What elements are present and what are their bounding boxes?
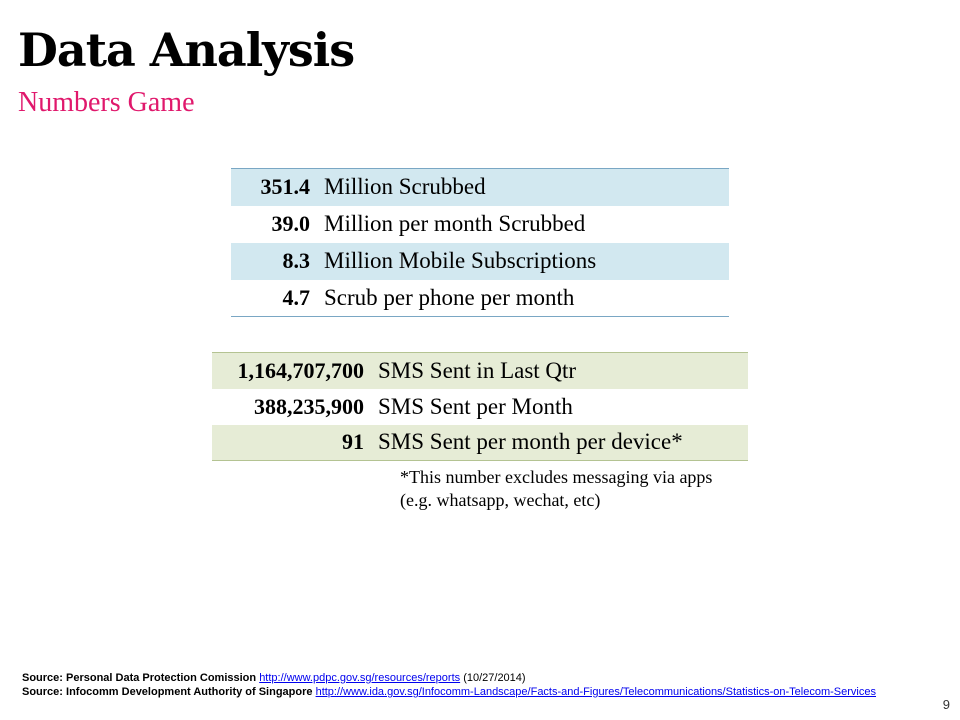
footnote-line: *This number excludes messaging via apps [400, 467, 713, 487]
table-row [212, 425, 748, 461]
stat-label: SMS Sent in Last Qtr [370, 353, 748, 389]
stat-label: Million Scrubbed [318, 169, 729, 206]
slide-subtitle: Numbers Game [18, 87, 195, 118]
source-prefix: Source: [22, 686, 67, 698]
source-line [22, 685, 882, 699]
table-row [231, 206, 729, 243]
scrub-stats-table [231, 168, 729, 317]
table-row [212, 389, 748, 425]
table-row [212, 353, 748, 389]
stat-label: Million per month Scrubbed [324, 211, 586, 236]
slide-title: Data Analysis [18, 23, 355, 77]
source-name: Personal Data Protection Comission [66, 672, 257, 684]
page-number: 9 [942, 697, 950, 712]
stat-value: 8.3 [231, 243, 318, 280]
stat-label: Million Mobile Subscriptions [318, 243, 729, 280]
stat-label: SMS Sent per month per device* [370, 425, 748, 461]
stat-value: 4.7 [282, 284, 310, 310]
stat-value: 39.0 [271, 211, 310, 236]
source-date: (10/27/2014) [460, 672, 526, 684]
table-row [231, 243, 729, 280]
sms-stats-table [212, 352, 748, 461]
footnote-line: (e.g. whatsapp, wechat, etc) [400, 490, 601, 510]
stat-value: 1,164,707,700 [212, 353, 370, 389]
source-name: Infocomm Development Authority of Singapore [66, 686, 313, 698]
table-row [231, 169, 729, 206]
stat-value: 388,235,900 [254, 393, 364, 419]
sources [22, 671, 882, 699]
stat-value: 351.4 [231, 169, 318, 206]
stat-label: Scrub per phone per month [324, 284, 575, 310]
footnote [400, 466, 712, 512]
table-row [231, 280, 729, 317]
stat-label: SMS Sent per Month [378, 393, 573, 419]
stat-value: 91 [212, 425, 370, 461]
source-link[interactable]: http://www.ida.gov.sg/Infocomm-Landscape/Facts-and-Figures/Telecommunications/Statistics-on-Telecom-Services [315, 686, 876, 698]
source-line [22, 671, 882, 685]
source-prefix: Source: [22, 672, 67, 684]
source-link[interactable]: http://www.pdpc.gov.sg/resources/reports [259, 672, 461, 684]
